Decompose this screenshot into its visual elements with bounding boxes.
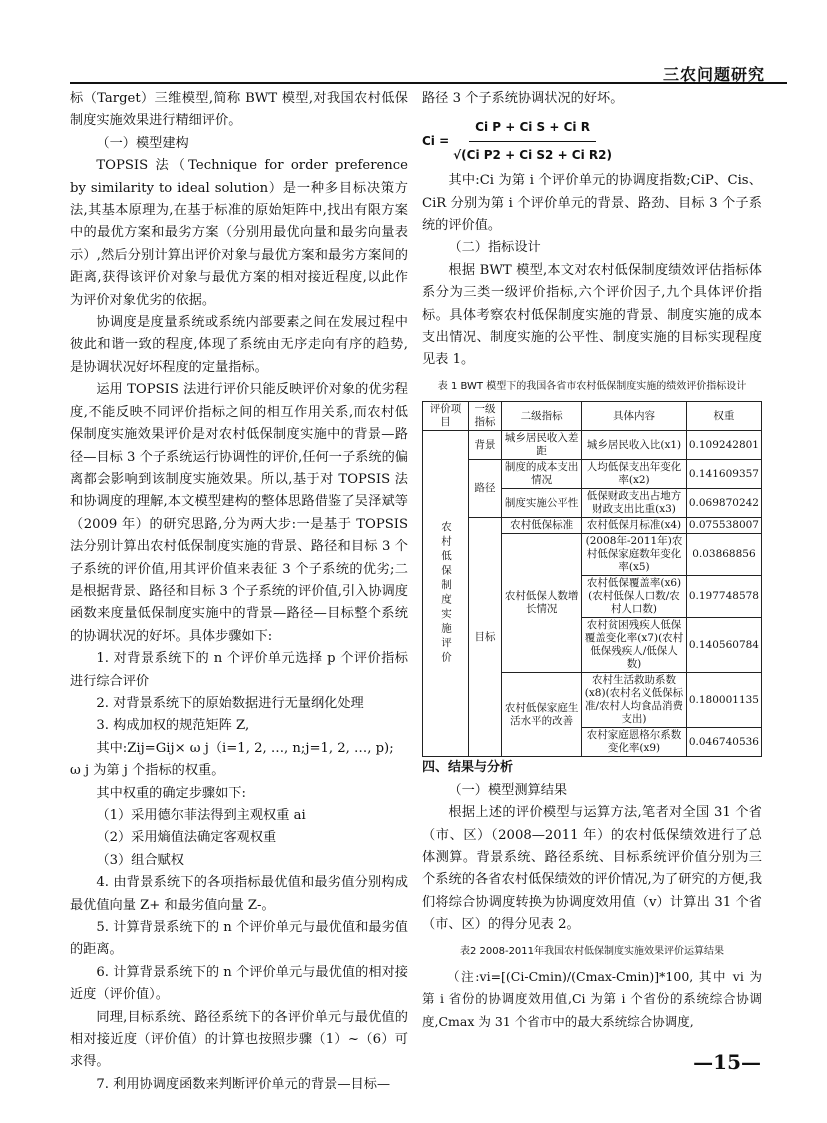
- table-cell: 0.141609357: [686, 460, 761, 489]
- page-header: [0, 0, 827, 84]
- table-cell: 0.109242801: [686, 431, 761, 460]
- paragraph: TOPSIS 法（Technique for order preference by similarity to ideal solution）是一种多目标决策方法,其基本原理为,在基于标准的原始矩阵中,找出有限方案中的最优方案和最劣方案（分别用最优向量和最劣向量表示）,然后分别计算出评价对象与最优方案和最劣方案间的距离,获得该评价对象与最优方案的相对接近程度,以此作为评价对象优劣的依据。: [70, 158, 408, 308]
- table-header: 二级指标: [502, 402, 582, 431]
- table-cell: 农村低保家庭生活水平的改善: [502, 673, 582, 757]
- formula-denominator: √(Ci P2 + Ci S2 + Ci R2): [453, 147, 612, 162]
- step: 2. 对背景系统下的原始数据进行无量纲化处理: [96, 695, 364, 711]
- table-cell: 农村低保月标准(x4): [582, 518, 687, 534]
- table-header: 具体内容: [582, 402, 687, 431]
- table-cell: (2008年-2011年)农村低保家庭数年变化率(x5): [582, 534, 687, 576]
- table-cell: 0.069870242: [686, 489, 761, 518]
- table-cell: 农村家庭恩格尔系数变化率(x9): [582, 728, 687, 757]
- paragraph: 路径 3 个子系统协调状况的好坏。: [422, 91, 624, 106]
- right-column: [422, 88, 762, 1033]
- page-number: —15—: [693, 1050, 761, 1074]
- table-cell: 城乡居民收入差距: [502, 431, 582, 460]
- table-cell: 农村贫困残疾人低保覆盖变化率(x7)(农村低保残疾人/低保人数): [582, 618, 687, 673]
- paragraph: 标（Target）三维模型,简称 BWT 模型,对我国农村低保制度实施效果进行精细评价。: [70, 91, 408, 129]
- table-cell: 0.03868856: [686, 534, 761, 576]
- table-cell: 0.046740536: [686, 728, 761, 757]
- journal-title: 三农问题研究: [662, 65, 765, 84]
- table1: [422, 401, 762, 757]
- table-cell: 0.140560784: [686, 618, 761, 673]
- table-cell: 0.180001135: [686, 673, 761, 728]
- table-cell: 农村低保标准: [502, 518, 582, 534]
- paragraph: 根据 BWT 模型,本文对农村低保制度绩效评估指标体系分为三类一级评价指标,六个评价因子,九个具体评价指标。具体考察农村低保制度实施的背景、制度实施的成本支出情况、制度实施的公平性、制度实施的目标实现程度见表 1。: [422, 262, 762, 368]
- paragraph: 根据上述的评价模型与运算方法,笔者对全国 31 个省（市、区）（2008—2011 年）的农村低保绩效进行了总体测算。背景系统、路径系统、目标系统评价值分别为三个系统的各省农村低保绩效的评价情况,为了研究的方便,我们将综合协调度转换为协调度效用值（v）计算出 31 个省（市、区）的得分见表 2。: [422, 805, 762, 933]
- paragraph: 同理,目标系统、路径系统下的各评价单元与最优值的相对接近度（评价值）的计算也按照步骤（1）~（6）可求得。: [70, 1009, 408, 1070]
- eval-item: 农村低保制度实施评价: [439, 521, 452, 667]
- step: 5. 计算背景系统下的 n 个评价单元与最优值和最劣值的距离。: [70, 920, 408, 958]
- left-column: [70, 88, 408, 1096]
- table-cell: 农村低保人数增长情况: [502, 534, 582, 673]
- paragraph: 运用 TOPSIS 法进行评价只能反映评价对象的优劣程度,不能反映不同评价指标之间的相互作用关系,而农村低保制度实施效果评价是对农村低保制度实施中的背景—路径—目标 3 个子系统运行协调性的评价,任何一子系统的偏离都会影响到该制度实施效果。所以,基于对 TOPSIS 法和协调度的理解,本文模型建构的整体思路借鉴了吴泽斌等（2009 年）的研究思路,分为两大步:一是基于 TOPSIS 法分别计算出农村低保制度实施的背景、路径和目标 3 个子系统的评价值,用其评价值来表征 3 个子系统的优劣;二是根据背景、路径和目标 3 个子系统的评价值,引入协调度函数来度量低保制度实施中的背景—路径—目标整个系统的协调状况的好坏。具体步骤如下:: [70, 382, 408, 644]
- table1-caption: 表 1 BWT 模型下的我国各省市农村低保制度实施的绩效评价指标设计: [437, 380, 747, 392]
- step: 其中权重的确定步骤如下:: [96, 785, 246, 801]
- note: （注:vi=[(Ci-Cmin)/(Cmax-Cmin)]*100, 其中 vi 为第 i 省份的协调度效用值,Ci 为第 i 个省份的系统综合协调度,Cmax 为 31 个省市中的最大系统综合协调度,: [422, 968, 762, 1029]
- table-row: [423, 460, 762, 489]
- table2-caption: 表2 2008-2011年我国农村低保制度实施效果评价运算结果: [459, 945, 725, 957]
- weight-step: （3）组合赋权: [96, 852, 184, 868]
- header-rule: [70, 82, 787, 84]
- table-cell: 0.075538007: [686, 518, 761, 534]
- table-cell: 农村低保覆盖率(x6)(农村低保人口数/农村人口数): [582, 576, 687, 618]
- step: 4. 由背景系统下的各项指标最优值和最劣值分别构成最优值向量 Z+ 和最劣值向量 Z-。: [70, 875, 408, 913]
- formula-fraction: [453, 116, 612, 166]
- table-header: 一级指标: [468, 402, 501, 431]
- section-title: 四、结果与分析: [422, 760, 514, 776]
- table-row: [423, 431, 762, 460]
- table-cell: 目标: [468, 518, 501, 757]
- table-header: 权重: [686, 402, 761, 431]
- section-heading: （一）模型测算结果: [448, 782, 568, 798]
- table-cell: 0.197748578: [686, 576, 761, 618]
- table-cell: 人均低保支出年变化率(x2): [582, 460, 687, 489]
- section-heading: （二）指标设计: [448, 240, 541, 256]
- step: 6. 计算背景系统下的 n 个评价单元与最优值的相对接近度（评价值）。: [70, 964, 408, 1003]
- table-cell: [423, 431, 469, 757]
- formula-lhs: Ci =: [422, 134, 450, 149]
- table-cell: 制度实施公平性: [502, 489, 582, 518]
- table-header-row: [423, 402, 762, 431]
- step: 其中:Zij=Gij× ω j（i=1, 2, …, n;j=1, 2, …, p);: [96, 740, 394, 756]
- paragraph: 其中:Ci 为第 i 个评价单元的协调度指数;CiP、Cis、CiR 分别为第 i 个评价单元的背景、路劲、目标 3 个子系统的评价值。: [422, 173, 762, 234]
- table-cell: 路径: [468, 460, 501, 518]
- table-cell: 制度的成本支出情况: [502, 460, 582, 489]
- step: ω j 为第 j 个指标的权重。: [70, 763, 225, 779]
- step: 7. 利用协调度函数来判断评价单元的背景—目标—: [96, 1076, 391, 1092]
- weight-step: （1）采用德尔菲法得到主观权重 ai: [96, 808, 306, 823]
- step: 1. 对背景系统下的 n 个评价单元选择 p 个评价指标进行综合评价: [70, 651, 408, 689]
- table-header: 评价项目: [423, 402, 469, 431]
- table-cell: 背景: [468, 431, 501, 460]
- section-heading: （一）模型建构: [96, 135, 189, 151]
- paragraph: 协调度是度量系统或系统内部要素之间在发展过程中彼此和谐一致的程度,体现了系统由无序走向有序的趋势,是协调状况好坏程度的定量指标。: [70, 315, 408, 375]
- table-cell: 低保财政支出占地方财政支出比重(x3): [582, 489, 687, 518]
- table-row: [423, 518, 762, 534]
- step: 3. 构成加权的规范矩阵 Z,: [96, 718, 250, 734]
- weight-step: （2）采用熵值法确定客观权重: [96, 830, 277, 846]
- coordination-formula: [422, 116, 762, 166]
- table-cell: 农村生活救助系数(x8)(农村名义低保标准/农村人均食品消费支出): [582, 673, 687, 728]
- table-cell: 城乡居民收入比(x1): [582, 431, 687, 460]
- formula-numerator: Ci P + Ci S + Ci R: [469, 116, 596, 141]
